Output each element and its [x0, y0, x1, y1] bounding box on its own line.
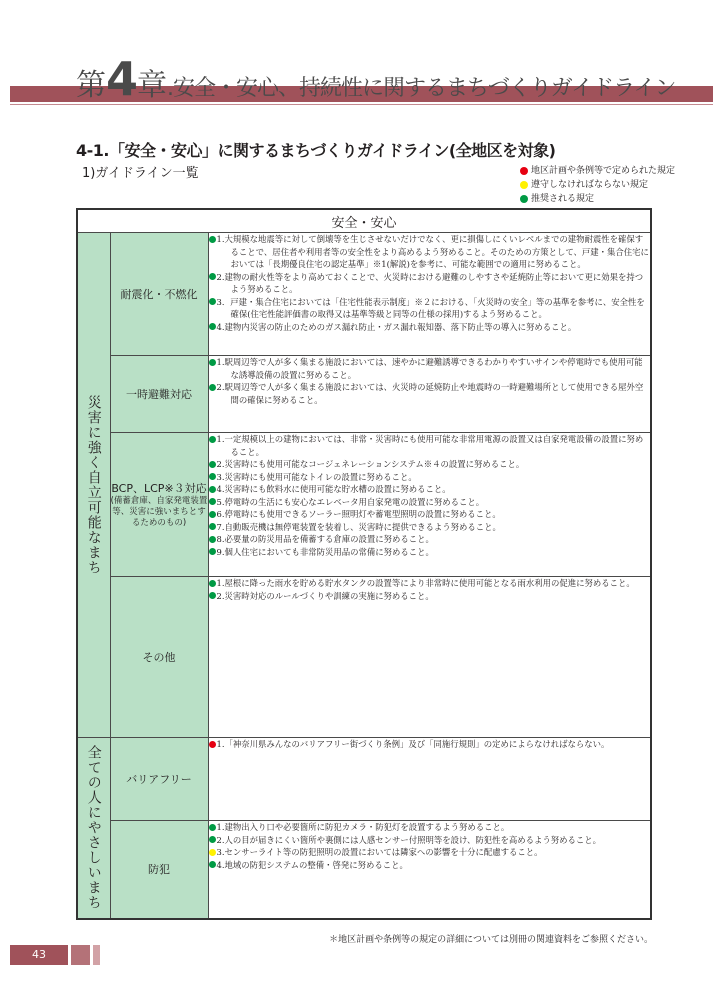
bullet-dot-icon: [209, 323, 216, 330]
guideline-text: 1.一定規模以上の建物においては、非常・災害時にも使用可能な非常用電源の設置又は自家発電設備の設置に努めること。: [216, 434, 644, 457]
guideline-text: 3.センサーライト等の防犯照明の設置においては隣家への影響を十分に配慮すること。: [216, 847, 543, 857]
group-label: 災害に強く自立可能なまち: [85, 395, 102, 575]
page-tab-decoration: [93, 945, 100, 965]
category-cell: [110, 577, 208, 738]
legend-label: 遵守しなければならない規定: [531, 180, 649, 190]
guideline-text: 2.駅周辺等で人が多く集まる施設においては、火災時の延焼防止や地震時の一時避難場所として使用できる屋外空間の確保に努めること。: [216, 382, 644, 405]
bullet-dot-icon: [209, 861, 216, 868]
guideline-item: [209, 356, 651, 381]
footnote: ＊地区計画や条例等の規定の詳細については別冊の関連資料をご参照ください。: [329, 935, 653, 945]
guideline-item: [209, 233, 651, 271]
bullet-dot-icon: [209, 836, 216, 843]
guideline-item: [209, 508, 651, 521]
guideline-text: 3.災害時にも使用可能なトイレの設置に努めること。: [216, 471, 417, 482]
bullet-dot-icon: [209, 384, 216, 391]
category-label: 耐震化・不燃化: [120, 288, 198, 301]
category-label: BCP、LCP※３対応: [111, 482, 207, 495]
chapter-title: .安全・安心、持続性に関するまちづくりガイドライン: [167, 76, 676, 101]
page-tab-decoration: [71, 945, 90, 965]
guideline-text: 1.屋根に降った雨水を貯める貯水タンクの設置等により非常時に使用可能となる雨水利用の促進に努めること。: [216, 578, 635, 588]
guideline-text: 7.自動販売機は無停電装置を装着し、災害時に提供できるよう努めること。: [216, 521, 501, 532]
bullet-dot-icon: [209, 548, 216, 555]
page-number: 43: [10, 945, 68, 965]
section-title: 4-1.「安全・安心」に関するまちづくりガイドライン(全地区を対象): [76, 141, 556, 160]
guideline-text: 4.災害時にも飲料水に使用可能な貯水槽の設置に努めること。: [216, 484, 451, 494]
group-cell: [77, 233, 110, 738]
bullet-dot-icon: [209, 536, 216, 543]
guideline-item: [209, 471, 651, 484]
bullet-dot-icon: [209, 473, 216, 480]
items-cell: [208, 233, 651, 356]
category-cell: [110, 738, 208, 821]
legend-label: 推奨される規定: [531, 194, 595, 204]
guideline-text: 2.建物の耐火性等をより高めておくことで、火災時における避難のしやすさや延焼防止等において更に効果を持つよう努めること。: [216, 271, 644, 294]
guideline-text: 1.建物出入り口や必要箇所に防犯カメラ・防犯灯を設置するよう努めること。: [216, 822, 510, 832]
bullet-dot-icon: [209, 580, 216, 587]
guideline-item: [209, 821, 651, 834]
guideline-item: [209, 483, 651, 496]
items-cell: [208, 433, 651, 577]
chapter-prefix: 第: [76, 68, 106, 103]
guideline-text: 4.建物内災害の防止のためのガス漏れ防止・ガス漏れ報知器、落下防止等の導入に努めること。: [216, 321, 577, 332]
guideline-item: [209, 590, 651, 603]
guideline-text: 1.「神奈川県みんなのバリアフリー街づくり条例」及び「同施行規則」の定めによらなければならない。: [216, 739, 610, 749]
chapter-heading: [76, 52, 675, 106]
guideline-item: [209, 546, 651, 559]
guideline-item: [209, 433, 651, 458]
group-label: 全ての人にやさしいまち: [85, 745, 102, 911]
bullet-dot-icon: [209, 498, 216, 505]
guideline-item: [209, 321, 651, 334]
items-cell: [208, 738, 651, 821]
bullet-dot-icon: [209, 273, 216, 280]
bullet-dot-icon: [209, 741, 216, 748]
guideline-text: 2.人の目が届きにくい箇所や裏側には人感センサー付照明等を設け、防犯性を高めるよう努めること。: [216, 834, 602, 845]
category-cell: [110, 233, 208, 356]
guideline-item: [209, 521, 651, 534]
guideline-item: [209, 296, 651, 321]
yellow-dot-icon: [520, 181, 528, 189]
guideline-item: [209, 834, 651, 847]
red-dot-icon: [520, 167, 528, 175]
chapter-suffix: 章: [137, 68, 168, 103]
guideline-text: 1.駅周辺等で人が多く集まる施設においては、速やかに避難誘導できるわかりやすいサインや停電時でも使用可能な誘導設備の設置に努めること。: [216, 357, 643, 380]
guideline-item: [209, 458, 651, 471]
guideline-item: [209, 381, 651, 406]
bullet-dot-icon: [209, 849, 216, 856]
legend: [520, 164, 675, 206]
guideline-item: [209, 271, 651, 296]
bullet-dot-icon: [209, 592, 216, 599]
table-header: 安全・安心: [77, 209, 651, 233]
legend-label: 地区計画や条例等で定められた規定: [531, 166, 676, 176]
bullet-dot-icon: [209, 486, 216, 493]
guideline-item: [209, 496, 651, 509]
category-cell: [110, 433, 208, 577]
bullet-dot-icon: [209, 461, 216, 468]
category-note: (備蓄倉庫、自家発電装置等、災害に強いまちとするためのもの): [110, 496, 208, 528]
category-label: その他: [142, 651, 176, 664]
category-cell: [110, 356, 208, 433]
guideline-item: [209, 738, 651, 751]
chapter-number: 4: [106, 52, 138, 106]
category-label: 防犯: [148, 863, 170, 877]
guideline-item: [209, 577, 651, 590]
bullet-dot-icon: [209, 511, 216, 518]
sub-title: 1)ガイドライン一覧: [82, 166, 199, 181]
category-cell: [110, 821, 208, 919]
bullet-dot-icon: [209, 436, 216, 443]
bullet-dot-icon: [209, 359, 216, 366]
items-cell: [208, 356, 651, 433]
bullet-dot-icon: [209, 298, 216, 305]
legend-item-yellow: [520, 178, 675, 192]
guideline-text: 4.地域の防犯システムの整備・啓発に努めること。: [216, 859, 408, 870]
guideline-text: 9.個人住宅においても非常防災用品の常備に努めること。: [216, 546, 434, 557]
items-cell: [208, 577, 651, 738]
legend-item-red: [520, 164, 675, 178]
items-cell: [208, 821, 651, 919]
green-dot-icon: [520, 195, 528, 203]
guideline-text: 6.停電時にも使用できるソーラー照明灯や蓄電型照明の設置に努めること。: [216, 509, 501, 519]
guideline-item: [209, 846, 651, 859]
guideline-text: 3．戸建・集合住宅においては「住宅性能表示制度」※２における、「火災時の安全」等の基準を参考に、安全性を確保(住宅性能評価書の取得又は基準等級と同等の仕様の採用)するよう努めること。: [216, 296, 645, 319]
bullet-dot-icon: [209, 824, 216, 831]
category-label: 一時避難対応: [126, 388, 192, 401]
guideline-text: 2.災害時にも使用可能なコージェネレーションシステム※４の設置に努めること。: [216, 459, 525, 469]
bullet-dot-icon: [209, 523, 216, 530]
guideline-item: [209, 859, 651, 872]
guideline-text: 2.災害時対応のルールづくりや訓練の実施に努めること。: [216, 590, 434, 601]
guideline-item: [209, 533, 651, 546]
guideline-text: 5.停電時の生活にも安心なエレベータ用自家発電の設置に努めること。: [216, 496, 485, 507]
bullet-dot-icon: [209, 236, 216, 243]
legend-item-green: [520, 192, 675, 206]
guideline-table: [76, 208, 652, 920]
category-label: バリアフリー: [126, 773, 192, 786]
group-cell: [77, 738, 110, 919]
guideline-text: 1.大規模な地震等に対して倒壊等を生じさせないだけでなく、更に損傷しにくいレベルまでの建物耐震性を確保することで、居住者や利用者等の安全性をより高めるよう努めること。そのための方策として、戸建・集合住宅においては「長期優良住宅の認定基準」※1(解説)を参考に、可能な範囲での適用に努めること。: [216, 234, 649, 269]
guideline-text: 8.必要量の防災用品を備蓄する倉庫の設置に努めること。: [216, 534, 434, 544]
